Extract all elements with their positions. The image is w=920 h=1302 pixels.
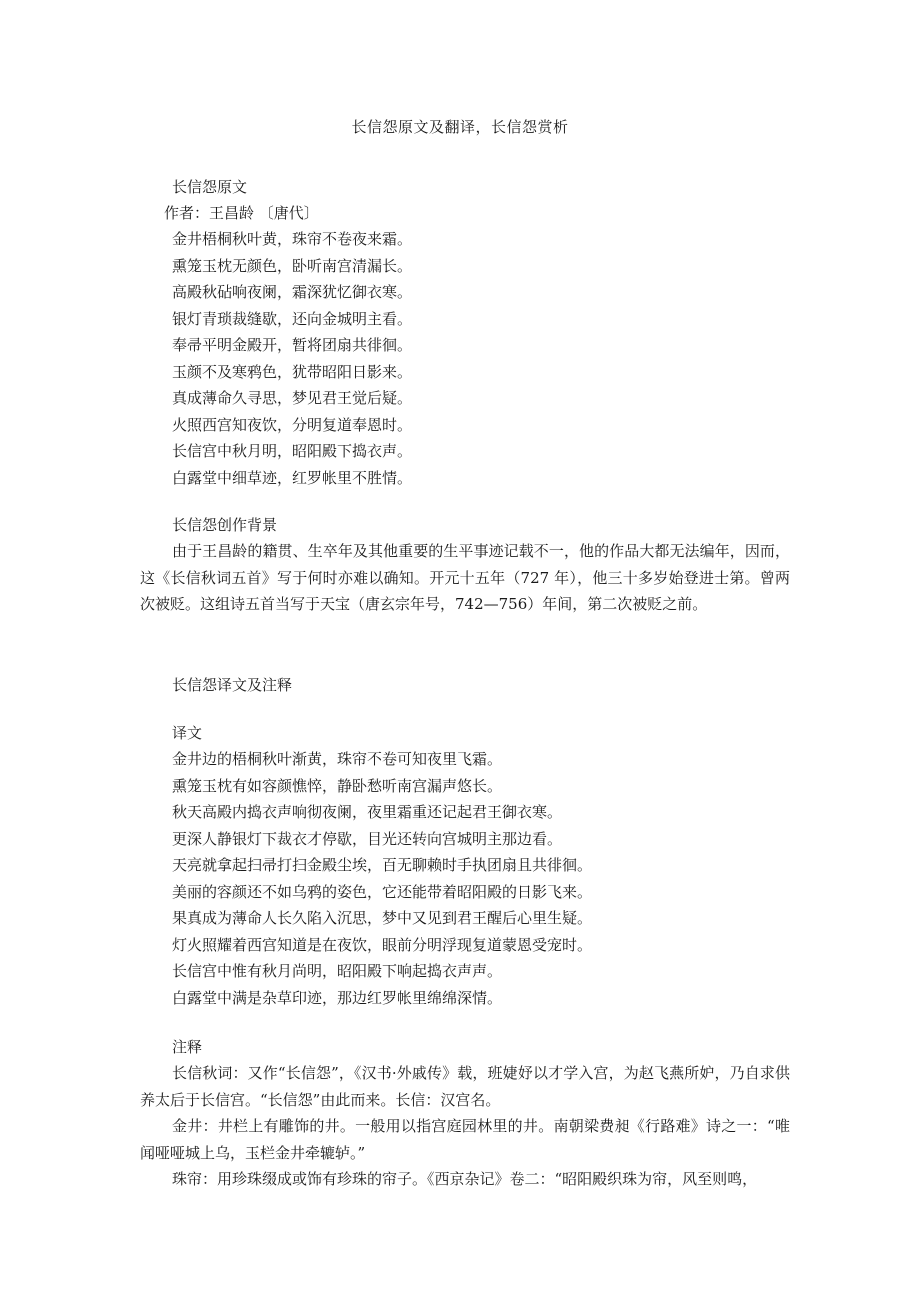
poem-line: 金井梧桐秋叶黄，珠帘不卷夜来霜。 [172,230,413,248]
note-item: 金井：井栏上有雕饰的井。一般用以指宫庭园林里的井。南朝梁费昶《行路难》诗之一：“唯闻哑哑城上乌，玉栏金井牵辘轳。” [140,1117,790,1162]
translation-line: 秋天高殿内捣衣声响彻夜阑，夜里霜重还记起君王御衣寒。 [172,803,563,821]
poem-line: 真成薄命久寻思，梦见君王觉后疑。 [172,389,413,407]
translation-line: 熏笼玉枕有如容颜憔悴，静卧愁听南宫漏声悠长。 [172,776,503,795]
poem-line: 玉颜不及寒鸦色，犹带昭阳日影来。 [172,362,413,381]
notes-heading: 注释 [172,1038,203,1056]
background-paragraph: 由于王昌龄的籍贯、生卒年及其他重要的生平事迹记载不一，他的作品大都无法编年，因而，这《长信秋词五首》写于何时亦难以确知。开元十五年（727 年），他三十多岁始登进士第。曾两次被贬。这组诗五首当写于天宝（唐玄宗年号，742—756）年间，第二次被贬之前。 [140,542,790,613]
poem-line: 高殿秋砧响夜阑，霜深犹忆御衣寒。 [172,283,413,301]
note-item: 长信秋词：又作“长信怨”，《汉书·外戚传》载，班婕妤以才学入宫，为赵飞燕所妒，乃自求供养太后于长信宫。“长信怨”由此而来。长信：汉宫名。 [140,1064,790,1109]
poem-line: 熏笼玉枕无颜色，卧听南宫清漏长。 [172,256,413,275]
author-line: 作者：王昌龄 〔唐代〕 [164,204,319,222]
poem-line: 长信宫中秋月明，昭阳殿下捣衣声。 [172,442,413,460]
notes-section [140,1034,790,1193]
translation-subheading: 译文 [172,724,203,742]
translation-line: 灯火照耀着西宫知道是在夜饮，眼前分明浮现复道蒙恩受宠时。 [172,935,593,954]
translation-line: 白露堂中满是杂草印迹，那边红罗帐里绵绵深情。 [172,988,503,1007]
background-heading: 长信怨创作背景 [172,516,278,534]
translation-line: 更深人静银灯下裁衣才停歇，目光还转向宫城明主那边看。 [172,829,563,848]
translation-line: 金井边的梧桐秋叶渐黄，珠帘不卷可知夜里飞霜。 [172,750,503,768]
translation-section [140,672,790,698]
original-heading: 长信怨原文 [172,178,248,196]
translation-heading: 长信怨译文及注释 [172,676,293,694]
note-item: 珠帘：用珍珠缀成或饰有珍珠的帘子。《西京杂记》卷二：“昭阳殿织珠为帘，风至则鸣， [172,1170,758,1188]
translation-body [140,720,790,1011]
translation-line: 长信宫中惟有秋月尚明，昭阳殿下响起捣衣声声。 [172,962,503,980]
original-section [140,174,790,491]
poem-line: 银灯青琐裁缝歇，还向金城明主看。 [172,309,413,328]
translation-line: 果真成为薄命人长久陷入沉思，梦中又见到君王醒后心里生疑。 [172,909,593,927]
translation-line: 美丽的容颜还不如乌鸦的姿色，它还能带着昭阳殿的日影飞来。 [172,882,593,901]
translation-line: 天亮就拿起扫帚打扫金殿尘埃，百无聊赖时手执团扇且共徘徊。 [172,856,593,874]
poem-line: 火照西宫知夜饮，分明复道奉恩时。 [172,415,413,434]
document-title: 长信怨原文及翻译，长信怨赏析 [351,118,569,136]
poem-line: 奉帚平明金殿开，暂将团扇共徘徊。 [172,336,413,354]
poem-line: 白露堂中细草迹，红罗帐里不胜情。 [172,468,413,487]
background-section [140,512,790,618]
